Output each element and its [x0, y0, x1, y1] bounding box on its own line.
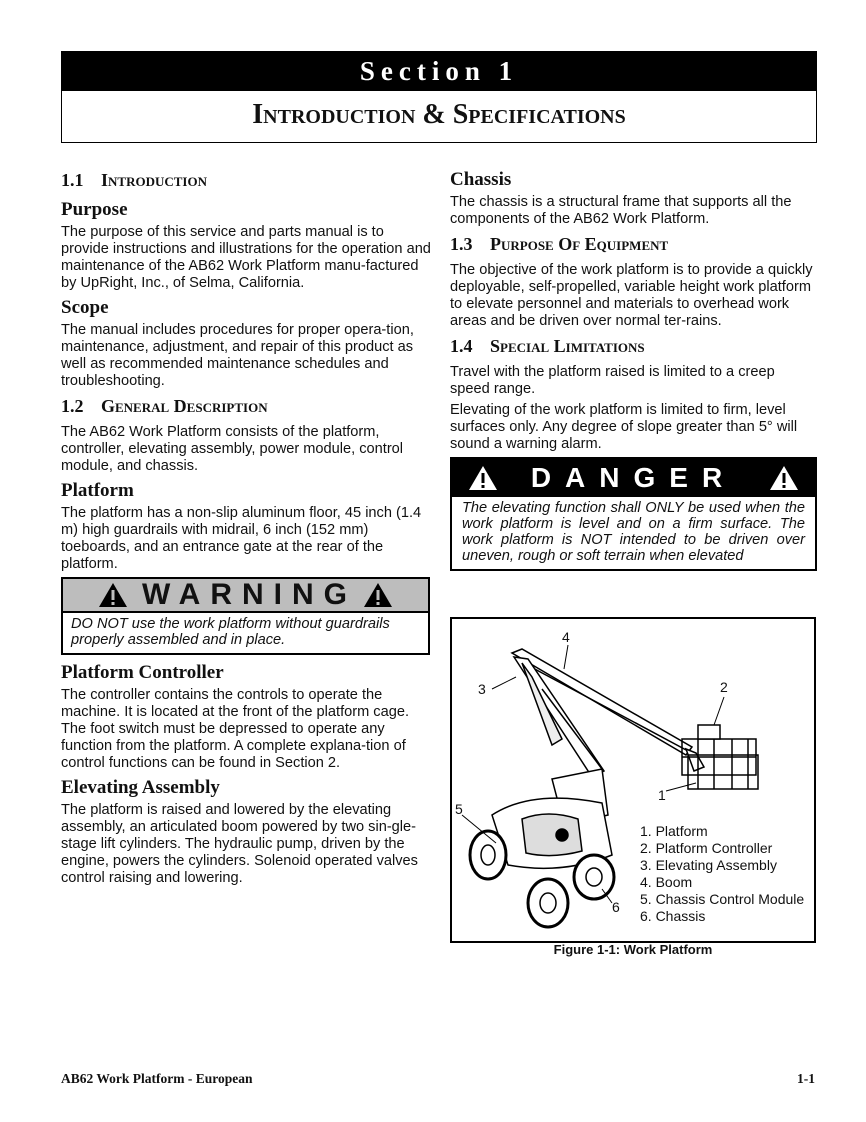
callout-5: 5	[455, 801, 463, 817]
callout-4: 4	[562, 629, 570, 645]
platform-heading: Platform	[61, 480, 134, 501]
legend-item: 5. Chassis Control Module	[640, 891, 805, 907]
heading-1-4	[450, 334, 816, 358]
limitations-paragraph-1: Travel with the platform raised is limited to a creep speed range.	[450, 364, 775, 397]
heading-number: 1.4	[450, 336, 473, 356]
warning-text: DO NOT use the work platform without guardrails properly assembled and in place.	[71, 616, 390, 648]
figure-caption: Figure 1-1: Work Platform	[553, 942, 713, 957]
heading-number: 1.2	[61, 396, 84, 416]
heading-text: Special Limitations	[490, 336, 645, 356]
legend-item: 6. Chassis	[640, 908, 706, 924]
controller-heading: Platform Controller	[61, 662, 224, 683]
elevating-assembly-heading: Elevating Assembly	[61, 777, 220, 798]
limitations-paragraph-2: Elevating of the work platform is limited to firm, level surfaces only. Any degree of slope greater than 5° will sound a warning alarm.	[450, 402, 798, 452]
left-column	[61, 168, 431, 891]
right-column	[450, 168, 816, 579]
legend-item: 4. Boom	[640, 874, 693, 890]
heading-1-1	[61, 168, 431, 192]
purpose-paragraph: The purpose of this service and parts manual is to provide instructions and illustrations for the operation and maintenance of the AB62 Work Platform manu-factured by UpRight, Inc., of Selma, California.	[61, 224, 431, 291]
warning-label: WARNING	[142, 578, 357, 611]
figure-legend	[640, 823, 804, 925]
heading-1-3	[450, 232, 816, 256]
heading-number: 1.3	[450, 234, 473, 254]
chassis-paragraph: The chassis is a structural frame that supports all the components of the AB62 Work Platform.	[450, 194, 792, 227]
warning-header	[63, 579, 428, 613]
purpose-heading: Purpose	[61, 199, 128, 220]
general-description-paragraph: The AB62 Work Platform consists of the platform, controller, elevating assembly, power module, control module, and chassis.	[61, 424, 404, 474]
controller-paragraph: The controller contains the controls to operate the machine. It is located at the front of the platform cage. The foot switch must be depressed to operate any function from the platform. A complete explana-tion of control functions can be found in Section 2.	[61, 687, 410, 771]
heading-1-2	[61, 394, 431, 418]
chassis-heading: Chassis	[450, 169, 512, 190]
legend-item: 2. Platform Controller	[640, 840, 773, 856]
scope-paragraph: The manual includes procedures for proper opera-tion, maintenance, adjustment, and repair of this product as well as recommended maintenance schedules and troubleshooting.	[61, 322, 414, 389]
section-title: Introduction & Specifications	[61, 91, 817, 143]
page-number: 1-1	[797, 1071, 815, 1086]
callout-1: 1	[658, 787, 666, 803]
warning-box	[61, 577, 430, 655]
legend-item: 3. Elevating Assembly	[640, 857, 777, 873]
danger-triangle-icon	[468, 465, 498, 491]
platform-paragraph: The platform has a non-slip aluminum floor, 45 inch (1.4 m) high guardrails with midrail, 6 inch (152 mm) toeboards, and an entrance gate at the rear of the platform.	[61, 505, 422, 572]
danger-label: DANGER	[530, 462, 737, 493]
warning-triangle-icon	[98, 582, 128, 608]
callout-6: 6	[612, 899, 620, 915]
warning-triangle-icon	[363, 582, 393, 608]
callout-3: 3	[478, 681, 486, 697]
heading-text: General Description	[101, 396, 268, 416]
heading-text: Introduction	[101, 170, 207, 190]
purpose-equipment-paragraph: The objective of the work platform is to provide a quickly deployable, self-propelled, variable height work platform to elevate personnel and materials to overhead work areas and be driven over normal ter-rains.	[450, 262, 813, 329]
danger-box	[450, 457, 817, 571]
danger-header	[452, 459, 815, 497]
heading-text: Purpose Of Equipment	[490, 234, 669, 254]
heading-number: 1.1	[61, 170, 84, 190]
footer-title: AB62 Work Platform - European	[61, 1071, 253, 1086]
scope-heading: Scope	[61, 297, 109, 318]
danger-triangle-icon	[769, 465, 799, 491]
callout-2: 2	[720, 679, 728, 695]
elevating-assembly-paragraph: The platform is raised and lowered by the elevating assembly, an articulated boom powered by two sin-gle-stage lift cylinders. The hydraulic pump, driven by the engine, powers the cylinders. Solenoid operated valves control raising and lowering.	[61, 802, 418, 886]
section-number-banner: Section 1	[61, 51, 817, 91]
legend-item: 1. Platform	[640, 823, 708, 839]
work-platform-figure	[450, 617, 816, 943]
danger-text: The elevating function shall ONLY be used when the work platform is level and on a firm surface. The work platform is NOT intended to be driven over uneven, rough or soft terrain when elevated	[462, 500, 805, 564]
